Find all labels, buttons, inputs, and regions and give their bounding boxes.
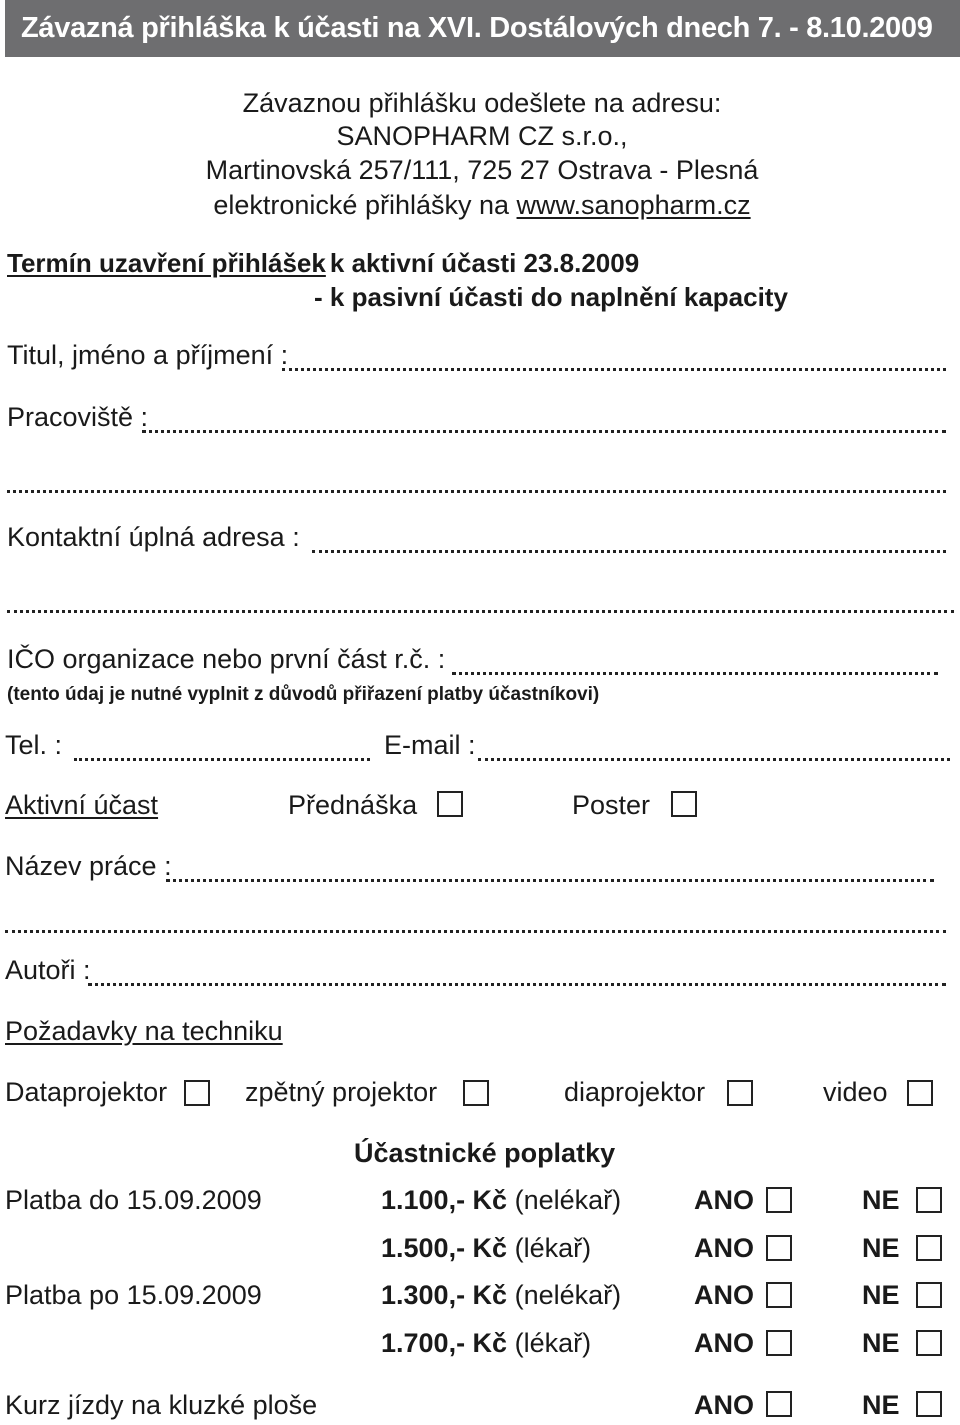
fee-no-label: NE bbox=[862, 1233, 900, 1263]
name-field[interactable] bbox=[282, 368, 946, 371]
fee-amount-note: (lékař) bbox=[507, 1328, 592, 1358]
skating-yes-label: ANO bbox=[694, 1390, 754, 1420]
address-line-4-prefix: elektronické přihlášky na bbox=[213, 190, 517, 220]
lecture-label: Přednáška bbox=[288, 790, 418, 820]
deadline-label: Termín uzavření přihlášek bbox=[7, 248, 326, 278]
fee-amount-note: (nelékař) bbox=[507, 1280, 622, 1310]
name-label: Titul, jméno a příjmení : bbox=[7, 340, 289, 370]
skating-yes-checkbox[interactable] bbox=[766, 1391, 792, 1417]
fee-amount-value: 1.700,- Kč bbox=[381, 1328, 508, 1358]
fee-no-checkbox[interactable] bbox=[916, 1282, 942, 1308]
contact-address-field-line-2[interactable] bbox=[7, 610, 954, 613]
tech-slide-projector-checkbox[interactable] bbox=[727, 1080, 753, 1106]
fee-yes-label: ANO bbox=[694, 1328, 754, 1358]
tech-overhead-checkbox[interactable] bbox=[463, 1080, 489, 1106]
tech-dataprojector-checkbox[interactable] bbox=[184, 1080, 210, 1106]
authors-label: Autoři : bbox=[5, 955, 91, 985]
fee-amount bbox=[381, 1280, 621, 1311]
fee-no-checkbox[interactable] bbox=[916, 1235, 942, 1261]
address-line-2: SANOPHARM CZ s.r.o., bbox=[336, 121, 628, 151]
fee-amount bbox=[381, 1328, 591, 1359]
ico-label: IČO organizace nebo první část r.č. : bbox=[7, 644, 446, 674]
contact-address-label: Kontaktní úplná adresa : bbox=[7, 522, 300, 552]
fee-no-label: NE bbox=[862, 1185, 900, 1215]
work-title-field-line-2[interactable] bbox=[5, 930, 946, 933]
fee-period-label: Platba po 15.09.2009 bbox=[5, 1280, 262, 1310]
website-link[interactable]: www.sanopharm.cz bbox=[516, 190, 751, 220]
authors-field[interactable] bbox=[88, 983, 946, 986]
fee-amount-note: (nelékař) bbox=[507, 1185, 622, 1215]
ico-field[interactable] bbox=[452, 672, 938, 675]
email-label: E-mail : bbox=[384, 730, 476, 760]
page-title: Závazná přihláška k účasti na XVI. Dostálových dnech 7. - 8.10.2009 bbox=[5, 0, 960, 57]
deadline-passive: - k pasivní účasti do naplnění kapacity bbox=[314, 282, 788, 312]
tech-slide-projector-label: diaprojektor bbox=[564, 1077, 706, 1107]
fee-no-checkbox[interactable] bbox=[916, 1330, 942, 1356]
ico-note: (tento údaj je nutné vyplnit z důvodů přiřazení platby účastníkovi) bbox=[7, 684, 600, 705]
fee-yes-label: ANO bbox=[694, 1233, 754, 1263]
fee-period-label: Platba do 15.09.2009 bbox=[5, 1185, 262, 1215]
fee-yes-checkbox[interactable] bbox=[766, 1187, 792, 1213]
skating-no-label: NE bbox=[862, 1390, 900, 1420]
fee-amount-value: 1.100,- Kč bbox=[381, 1185, 508, 1215]
poster-label: Poster bbox=[572, 790, 651, 820]
tel-field[interactable] bbox=[74, 758, 370, 761]
work-title-field[interactable] bbox=[166, 879, 934, 882]
workplace-field[interactable] bbox=[142, 430, 946, 433]
skating-no-checkbox[interactable] bbox=[916, 1391, 942, 1417]
fees-heading: Účastnické poplatky bbox=[354, 1138, 616, 1168]
fee-amount-value: 1.500,- Kč bbox=[381, 1233, 508, 1263]
tech-overhead-label: zpětný projektor bbox=[245, 1077, 438, 1107]
tel-label: Tel. : bbox=[5, 730, 63, 760]
poster-checkbox[interactable] bbox=[671, 791, 697, 817]
address-line-1: Závaznou přihlášku odešlete na adresu: bbox=[242, 88, 722, 118]
fee-amount bbox=[381, 1233, 591, 1264]
fee-yes-label: ANO bbox=[694, 1280, 754, 1310]
active-participation-label: Aktivní účast bbox=[5, 790, 159, 820]
tech-dataprojector-label: Dataprojektor bbox=[5, 1077, 168, 1107]
tech-video-checkbox[interactable] bbox=[907, 1080, 933, 1106]
lecture-checkbox[interactable] bbox=[437, 791, 463, 817]
deadline-active: - k aktivní účasti 23.8.2009 bbox=[314, 248, 640, 278]
workplace-field-line-2[interactable] bbox=[7, 490, 946, 493]
fee-amount-note: (lékař) bbox=[507, 1233, 592, 1263]
address-line-3: Martinovská 257/111, 725 27 Ostrava - Plesná bbox=[205, 155, 759, 185]
address-line-4 bbox=[0, 190, 960, 221]
fee-yes-checkbox[interactable] bbox=[766, 1330, 792, 1356]
tech-heading: Požadavky na techniku bbox=[5, 1016, 283, 1046]
tech-video-label: video bbox=[823, 1077, 888, 1107]
email-field[interactable] bbox=[478, 758, 950, 761]
fee-no-checkbox[interactable] bbox=[916, 1187, 942, 1213]
skating-course-label: Kurz jízdy na kluzké ploše bbox=[5, 1390, 318, 1420]
work-title-label: Název práce : bbox=[5, 851, 172, 881]
workplace-label: Pracoviště : bbox=[7, 402, 149, 432]
fee-no-label: NE bbox=[862, 1280, 900, 1310]
fee-yes-checkbox[interactable] bbox=[766, 1282, 792, 1308]
contact-address-field[interactable] bbox=[312, 550, 946, 553]
fee-amount bbox=[381, 1185, 621, 1216]
fee-no-label: NE bbox=[862, 1328, 900, 1358]
fee-yes-label: ANO bbox=[694, 1185, 754, 1215]
fee-yes-checkbox[interactable] bbox=[766, 1235, 792, 1261]
fee-amount-value: 1.300,- Kč bbox=[381, 1280, 508, 1310]
